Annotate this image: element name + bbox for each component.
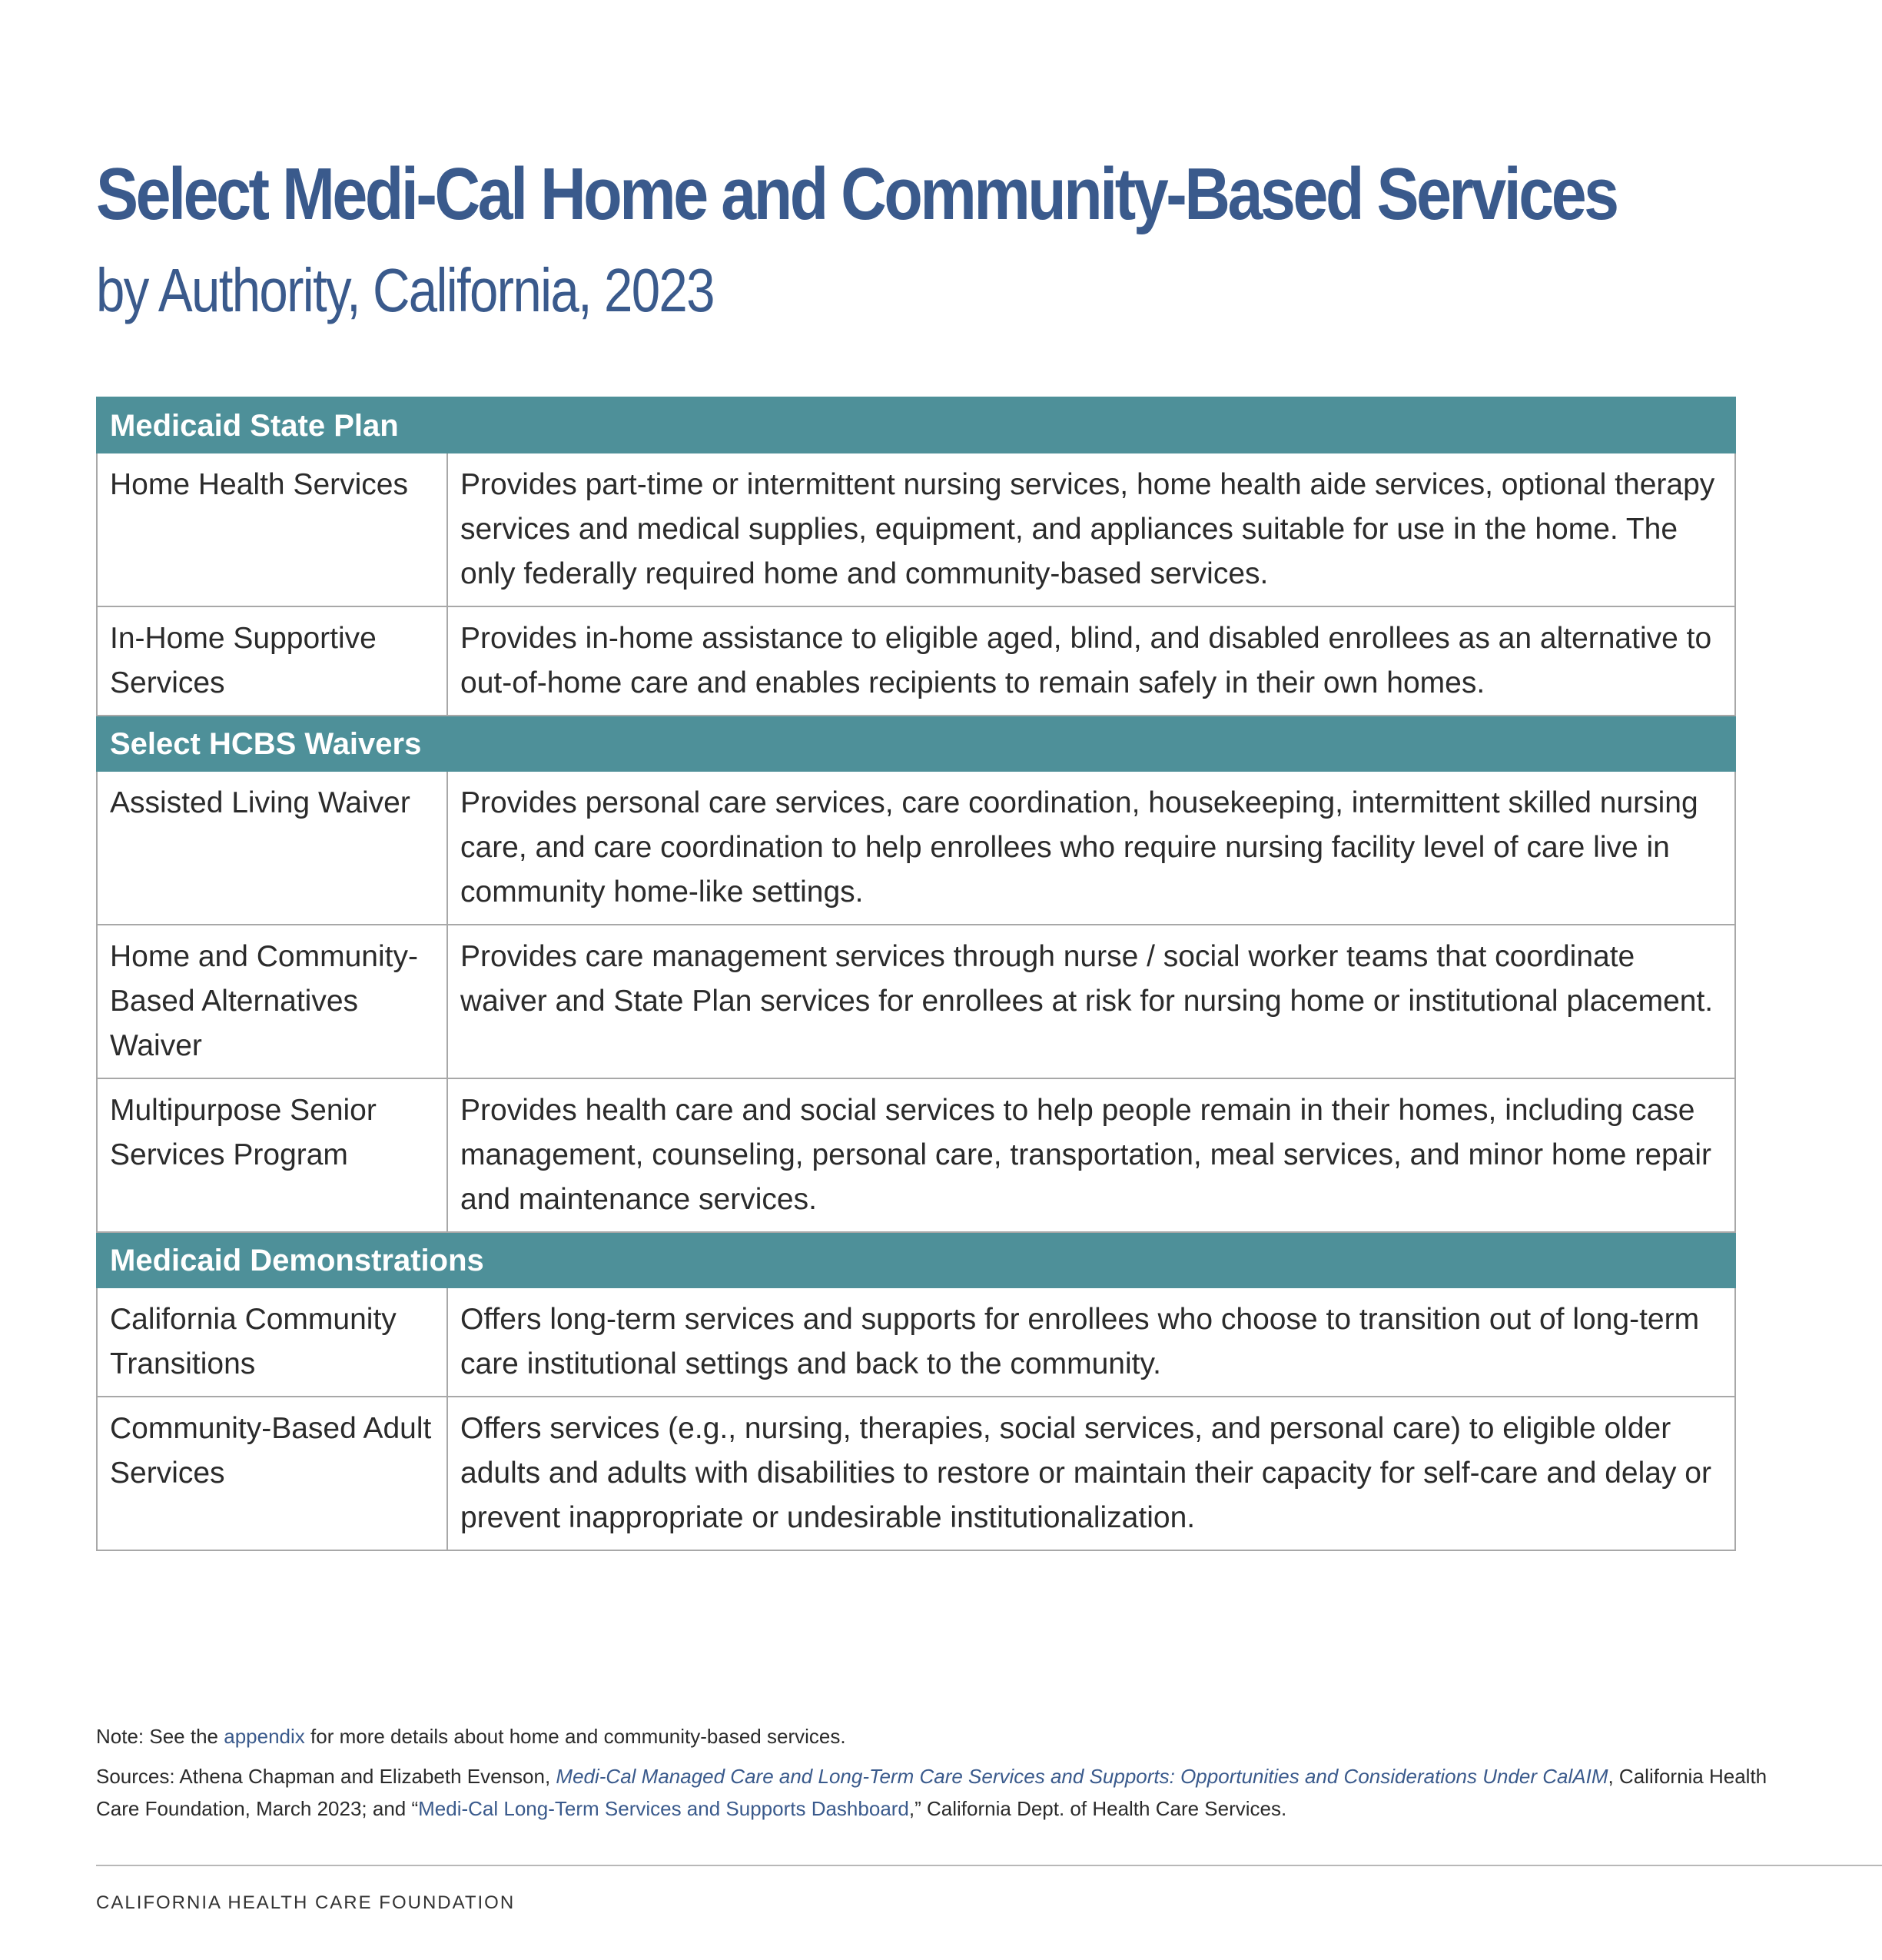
sources-suffix: ,” California Dept. of Health Care Services. <box>908 1797 1287 1820</box>
section-label: Medicaid State Plan <box>97 397 1735 453</box>
service-description: Offers services (e.g., nursing, therapies, social services, and personal care) to eligible older adults and adults with disabilities to restore or maintain their capacity for self-care and delay or prevent inappropriate or undesirable institutionalization. <box>447 1397 1735 1550</box>
service-description: Provides in-home assistance to eligible aged, blind, and disabled enrollees as an alternative to out-of-home care and enables recipients to remain safely in their own homes. <box>447 606 1735 716</box>
page-subtitle: by Authority, California, 2023 <box>96 256 714 324</box>
sources-mid: , California Health Care Foundation, March 2023; and “ <box>96 1765 1767 1820</box>
service-name: Assisted Living Waiver <box>97 771 447 925</box>
table-row <box>97 1078 1735 1232</box>
service-description: Offers long-term services and supports for enrollees who choose to transition out of long-term care institutional settings and back to the community. <box>447 1287 1735 1397</box>
section-label: Select HCBS Waivers <box>97 716 1735 771</box>
service-name: Home and Community-Based Alternatives Waiver <box>97 925 447 1078</box>
page-title: Select Medi-Cal Home and Community-Based Services <box>96 153 1617 235</box>
sources-line <box>96 1760 1787 1825</box>
footer-org: CALIFORNIA HEALTH CARE FOUNDATION <box>96 1892 516 1913</box>
table-row <box>97 606 1735 716</box>
notes-block <box>96 1720 1787 1825</box>
note-line <box>96 1720 1787 1752</box>
table-row <box>97 1287 1735 1397</box>
footer-divider <box>96 1865 1882 1866</box>
report-title-link[interactable]: Medi-Cal Managed Care and Long-Term Care Services and Supports: Opportunities and Considerations Under CalAIM <box>556 1765 1608 1788</box>
service-name: In-Home Supportive Services <box>97 606 447 716</box>
service-description: Provides personal care services, care coordination, housekeeping, intermittent skilled nursing care, and care coordination to help enrollees who require nursing facility level of care live in community home-like settings. <box>447 771 1735 925</box>
service-description: Provides part-time or intermittent nursing services, home health aide services, optional therapy services and medical supplies, equipment, and appliances suitable for use in the home. The only federally required home and community-based services. <box>447 453 1735 606</box>
section-label: Medicaid Demonstrations <box>97 1232 1735 1287</box>
table-row <box>97 1397 1735 1550</box>
dashboard-link[interactable]: Medi-Cal Long-Term Services and Supports Dashboard <box>418 1797 909 1820</box>
service-name: Community-Based Adult Services <box>97 1397 447 1550</box>
service-name: Multipurpose Senior Services Program <box>97 1078 447 1232</box>
section-header-row <box>97 397 1735 453</box>
table-row <box>97 453 1735 606</box>
sources-prefix: Sources: Athena Chapman and Elizabeth Evenson, <box>96 1765 556 1788</box>
services-table <box>96 397 1736 1551</box>
table-row <box>97 925 1735 1078</box>
note-prefix: Note: See the <box>96 1725 224 1748</box>
service-description: Provides care management services through nurse / social worker teams that coordinate waiver and State Plan services for enrollees at risk for nursing home or institutional placement. <box>447 925 1735 1078</box>
service-description: Provides health care and social services to help people remain in their homes, including case management, counseling, personal care, transportation, meal services, and minor home repair and maintenance services. <box>447 1078 1735 1232</box>
appendix-link[interactable]: appendix <box>224 1725 305 1748</box>
table-row <box>97 771 1735 925</box>
section-header-row <box>97 716 1735 771</box>
service-name: Home Health Services <box>97 453 447 606</box>
section-header-row <box>97 1232 1735 1287</box>
note-suffix: for more details about home and community-based services. <box>304 1725 846 1748</box>
service-name: California Community Transitions <box>97 1287 447 1397</box>
